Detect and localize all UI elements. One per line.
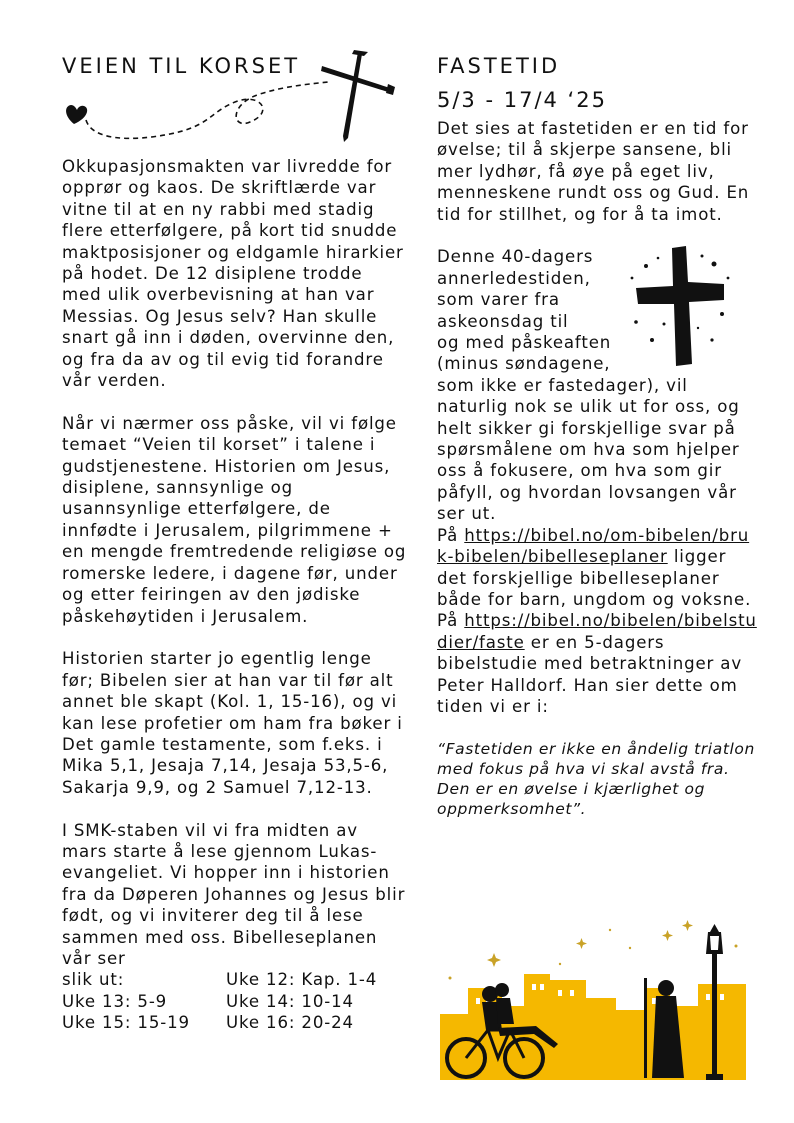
text: På — [437, 611, 465, 631]
reading-plan-week: Uke 13: 5-9 — [62, 991, 168, 1011]
city-silhouette-icon — [440, 918, 746, 1080]
wrapped-line: askeonsdag til — [437, 311, 569, 331]
right-body — [437, 118, 757, 819]
text: er en 5-dagers bibelstudie med betraktninger av Peter Halldorf. Han sier dette om tiden vi er i: — [437, 632, 742, 716]
wrapped-line: (minus søndagene, — [437, 354, 611, 374]
reading-plan-week: Uke 14: 10-14 — [226, 991, 354, 1011]
fasting-dates: 5/3 - 17/4 ‘25 — [437, 88, 607, 112]
bibelleseplaner-link[interactable]: https://bibel.no/om-bibelen/bruk-bibelen/bibelleseplaner — [437, 525, 750, 567]
right-paragraph-1: Det sies at fastetiden er en tid for øvelse; til å skjerpe sansene, bli mer lydhør, få øye på eget liv, menneskene rundt oss og Gud. En tid for stillhet, og for å ta imot. — [437, 119, 750, 224]
reading-plan-week: Uke 15: 15-19 — [62, 1013, 190, 1033]
heart-trail-icon — [60, 72, 330, 152]
text: På — [437, 525, 465, 545]
reading-plan — [62, 969, 407, 1033]
reading-plan-week: Uke 16: 20-24 — [226, 1013, 354, 1033]
heart-icon — [66, 105, 87, 124]
text: ligger det forskjellige bibelleseplaner både for barn, ungdom og voksne. — [437, 547, 752, 609]
left-paragraph-2: Når vi nærmer oss påske, vil vi følge temaet “Veien til korset” i talene i gudstjenestene. Historien om Jesus, disiplene, sannsynlige og usannsynlige etterfølgere, de innfødte i Jerusalem, pilgrimmene + en mengde fremtredende religiøse og romerske ledere, i dagene før, under og etter feiringen av den jødiske påskehøytiden i Jerusalem. — [62, 413, 407, 626]
left-title: VEIEN TIL KORSET — [62, 54, 301, 78]
nail-cross-icon — [318, 46, 398, 146]
left-paragraph-3: Historien starter jo egentlig lenge før; Bibelen sier at han var til før alt annet ble skapt (Kol. 1, 15-16), og vi kan lese profetier om ham fra bøker i Det gamle testamente, som f.eks. i Mika 5,1, Jesaja 7,14, Jesaja 53,5-6, Sakarja 9,9, og 2 Samuel 7,12-13. — [62, 649, 403, 797]
right-paragraph-3 — [437, 525, 757, 611]
left-paragraph-4: I SMK-staben vil vi fra midten av mars starte å lese gjennom Lukas-evangeliet. Vi hopper inn i historien fra da Døperen Johannes og Jesus blir født, og vi inviterer deg til å lese sammen med oss. Bibelleseplanen vår ser — [62, 820, 406, 968]
halldorf-quote: “Fastetiden er ikke en åndelig triatlon med fokus på hva vi skal avstå fra. Den er en øvelse i kjærlighet og oppmerksomhet”. — [437, 739, 755, 818]
wrapped-line: annerledestiden, — [437, 268, 591, 288]
right-paragraph-4 — [437, 610, 757, 717]
bibelstudier-link[interactable]: https://bibel.no/bibelen/bibelstudier/faste — [437, 611, 757, 652]
right-paragraph-2-rest: som ikke er fastedager), vil naturlig nok se ulik ut for oss, og helt sikker gi forskjellige svar på spørsmålene om hva som hjelper oss å fokusere, om hva som gir påfyll, og hvordan lovsangen vår ser ut. — [437, 375, 740, 524]
wrapped-line: som varer fra — [437, 290, 560, 310]
right-title: FASTETID — [437, 54, 561, 78]
wrapped-line: og med påskeaften — [437, 333, 612, 353]
reading-plan-week: Uke 12: Kap. 1-4 — [226, 970, 378, 990]
left-paragraph-1: Okkupasjonsmakten var livredde for opprør og kaos. De skriftlærde var vitne til at en ny rabbi med stadig flere etterfølgere, på kort tid snudde maktposisjoner og eldgamle hirarkier på hodet. De 12 disiplene trodde med ulik overbevisning at han var Messias. Og Jesus selv? Han skulle snart gå inn i døden, overvinne den, og fra da av og til evig tid forandre vår verden. — [62, 157, 404, 391]
wrapped-line: Denne 40-dagers — [437, 247, 594, 267]
left-body — [62, 156, 407, 1034]
right-paragraph-2 — [437, 246, 757, 524]
reading-plan-intro: slik ut: — [62, 970, 125, 990]
